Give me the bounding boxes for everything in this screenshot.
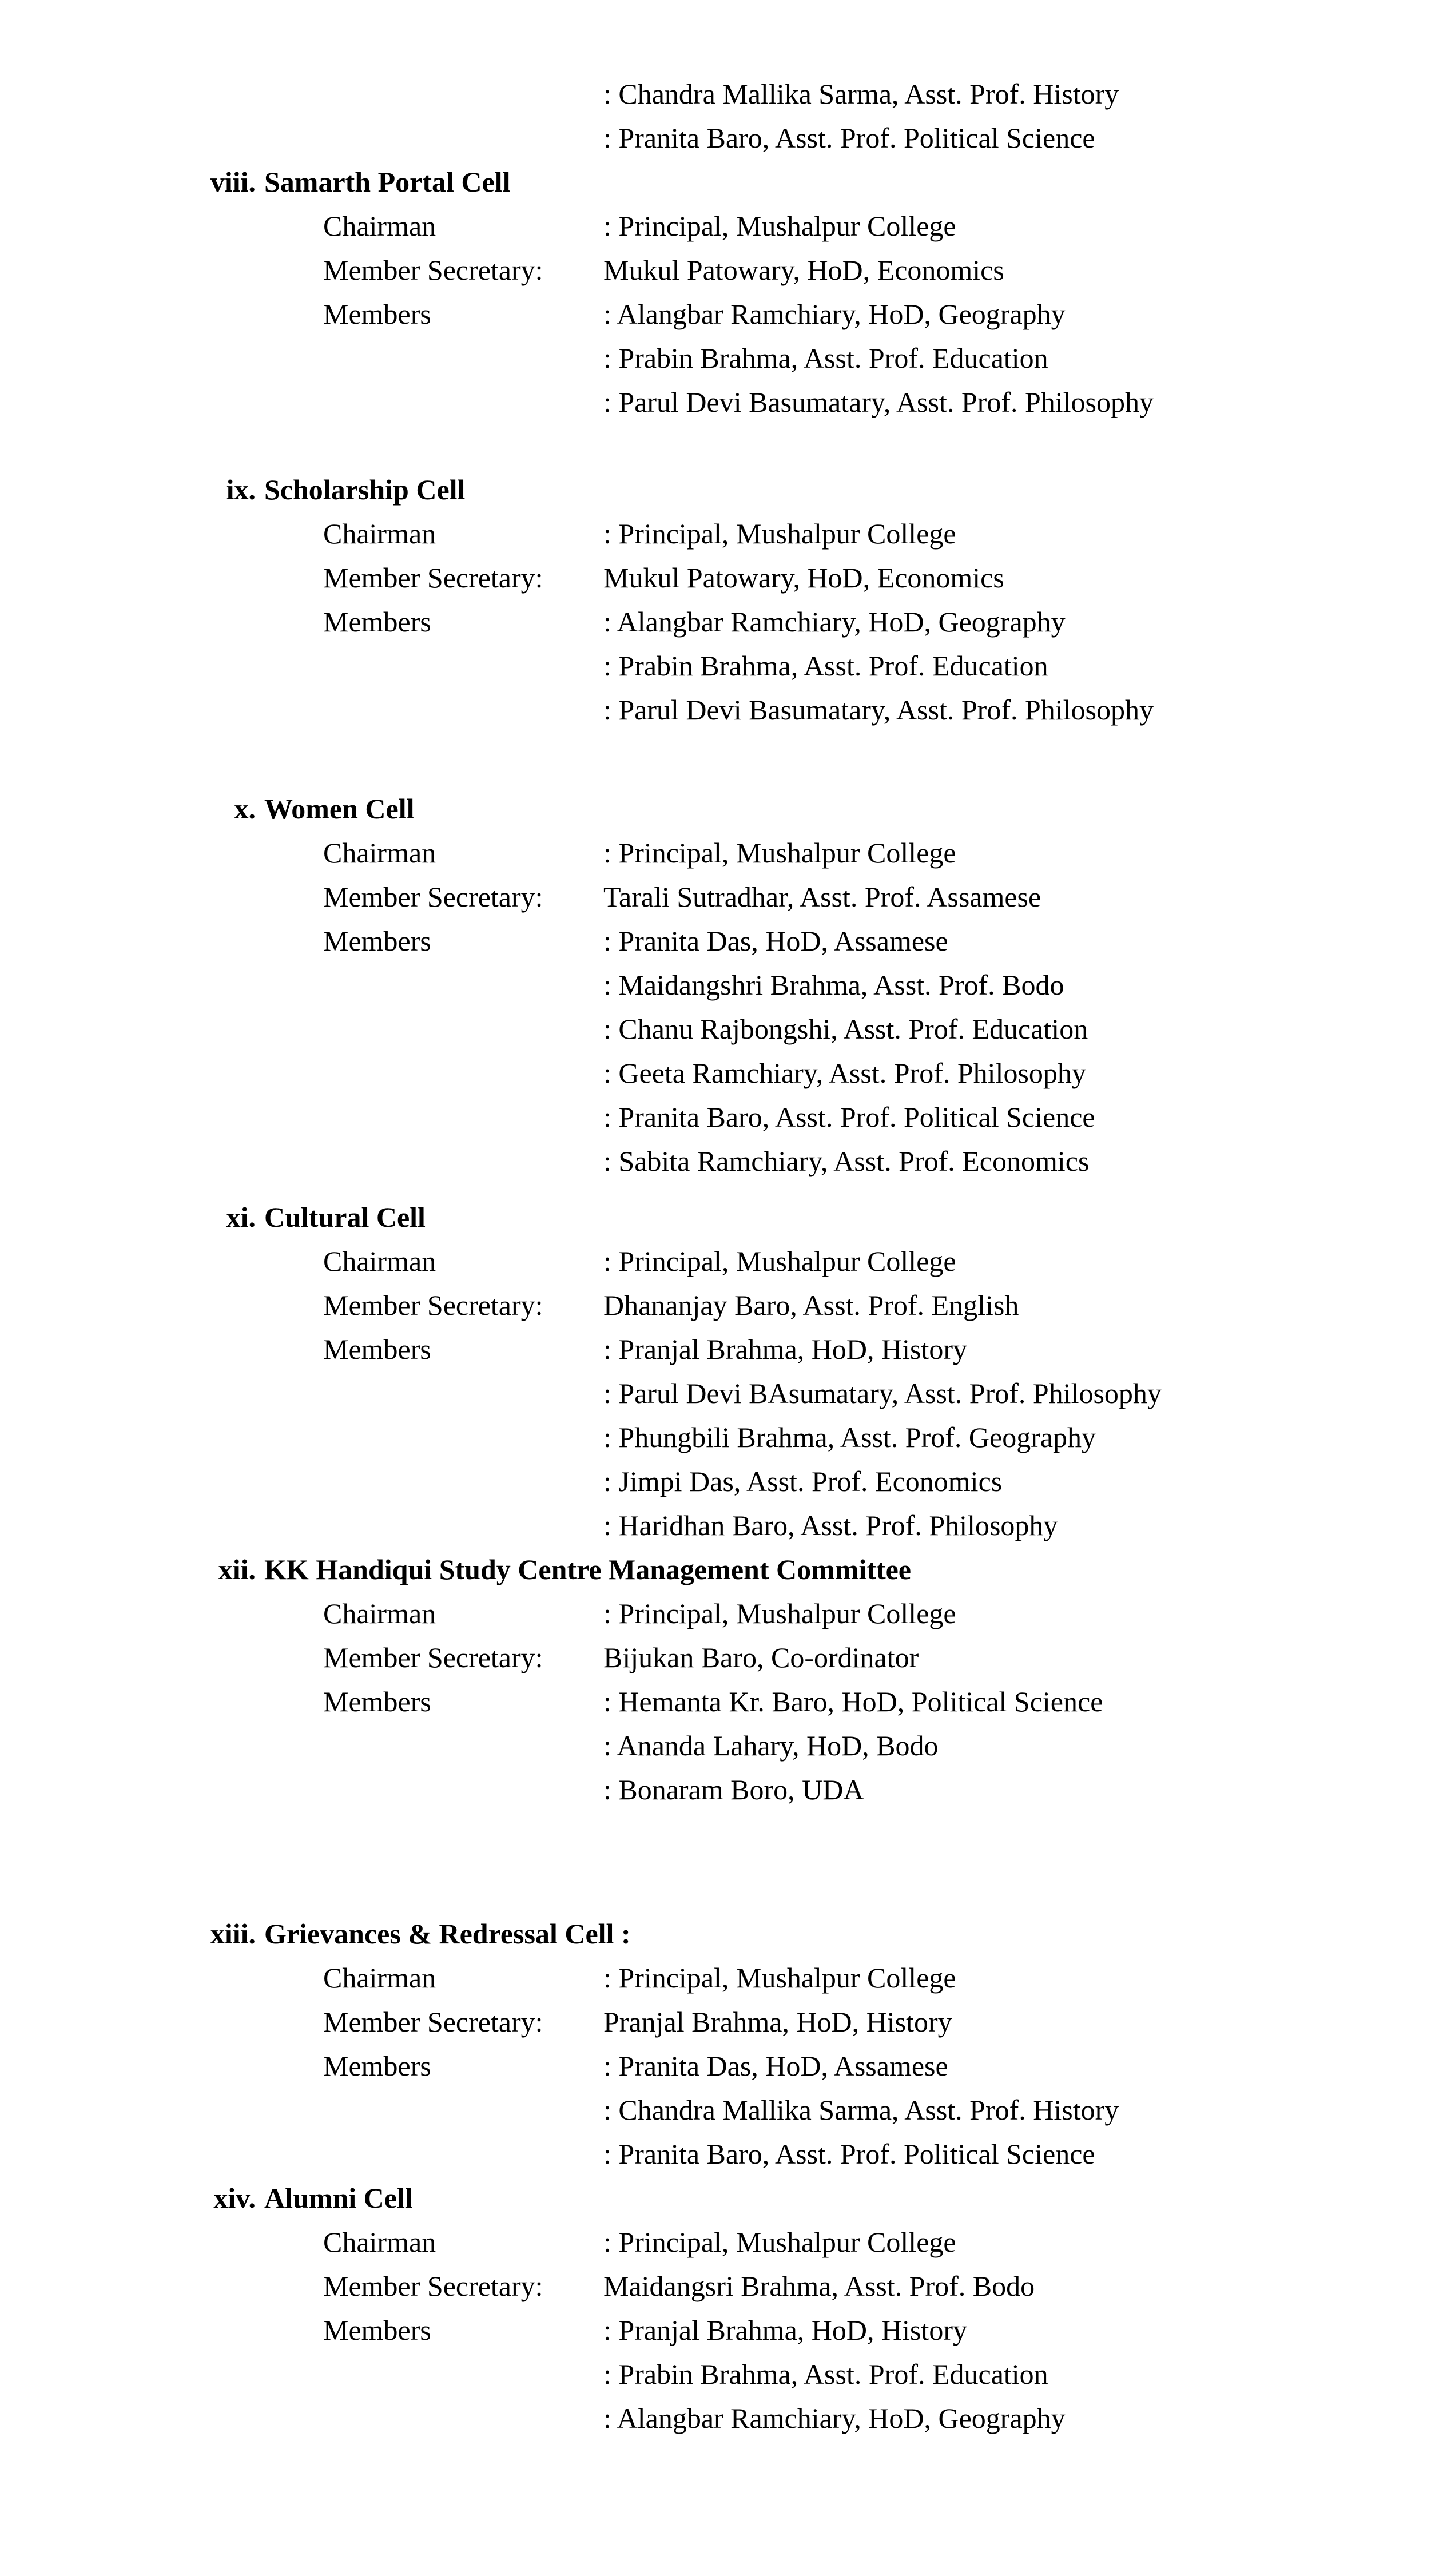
row-label xyxy=(323,644,603,688)
row-label xyxy=(323,1504,603,1548)
member-row xyxy=(323,1592,1455,1636)
committee-section xyxy=(0,1548,1455,1812)
section-title: Alumni Cell xyxy=(264,2182,413,2214)
row-value: : Chandra Mallika Sarma, Asst. Prof. History xyxy=(603,2094,1119,2126)
row-value: : Bonaram Boro, UDA xyxy=(603,1774,864,1806)
section-numeral: viii. xyxy=(210,166,256,198)
section-heading xyxy=(0,1912,1455,1956)
row-label xyxy=(323,380,603,424)
member-row xyxy=(323,2396,1455,2440)
section-rows xyxy=(0,204,1455,424)
row-label xyxy=(323,2132,603,2176)
member-row xyxy=(323,1051,1455,1095)
member-row xyxy=(323,1680,1455,1724)
row-value: : Principal, Mushalpur College xyxy=(603,1962,956,1994)
member-row xyxy=(323,1768,1455,1812)
continuation-rows xyxy=(0,72,1455,160)
member-row xyxy=(323,72,1455,116)
row-value: : Geeta Ramchiary, Asst. Prof. Philosophy xyxy=(603,1057,1086,1089)
section-heading xyxy=(0,160,1455,204)
row-value: : Pranita Das, HoD, Assamese xyxy=(603,2050,948,2082)
section-title: Grievances & Redressal Cell : xyxy=(264,1918,631,1950)
member-row xyxy=(323,963,1455,1007)
section-title: Cultural Cell xyxy=(264,1201,426,1233)
row-value: : Pranita Das, HoD, Assamese xyxy=(603,925,948,957)
section-title: Scholarship Cell xyxy=(264,474,466,506)
member-row xyxy=(323,1956,1455,2000)
row-label: Member Secretary: xyxy=(323,2006,543,2038)
member-row xyxy=(323,600,1455,644)
row-value: : Prabin Brahma, Asst. Prof. Education xyxy=(603,650,1048,682)
member-row xyxy=(323,2308,1455,2352)
row-label: Chairman xyxy=(323,1245,436,1277)
row-value: : Principal, Mushalpur College xyxy=(603,837,956,869)
row-label: Member Secretary: xyxy=(323,2270,543,2302)
section-heading xyxy=(0,1548,1455,1592)
section-numeral: xii. xyxy=(218,1553,256,1585)
member-row xyxy=(323,2220,1455,2264)
member-row xyxy=(323,1007,1455,1051)
section-rows xyxy=(0,2220,1455,2440)
row-value: : Hemanta Kr. Baro, HoD, Political Science xyxy=(603,1685,1103,1718)
section-numeral: xiii. xyxy=(210,1918,256,1950)
row-label xyxy=(323,72,603,116)
row-label: Members xyxy=(323,1333,431,1365)
row-label: Chairman xyxy=(323,210,436,242)
section-heading xyxy=(0,1195,1455,1239)
member-row xyxy=(323,1139,1455,1183)
row-label: Members xyxy=(323,606,431,638)
row-label: Members xyxy=(323,925,431,957)
committee-section xyxy=(0,160,1455,424)
row-value: : Haridhan Baro, Asst. Prof. Philosophy xyxy=(603,1509,1058,1541)
section-rows xyxy=(0,1592,1455,1812)
member-row xyxy=(323,380,1455,424)
row-value: : Pranita Baro, Asst. Prof. Political Science xyxy=(603,1101,1095,1133)
member-row xyxy=(323,116,1455,160)
row-value: Maidangsri Brahma, Asst. Prof. Bodo xyxy=(603,2270,1035,2302)
row-value: : Principal, Mushalpur College xyxy=(603,210,956,242)
row-value: : Alangbar Ramchiary, HoD, Geography xyxy=(603,298,1066,330)
row-value: Mukul Patowary, HoD, Economics xyxy=(603,254,1004,286)
row-value: : Parul Devi Basumatary, Asst. Prof. Philosophy xyxy=(603,386,1154,418)
row-value: Dhananjay Baro, Asst. Prof. English xyxy=(603,1289,1019,1321)
row-value: : Pranjal Brahma, HoD, History xyxy=(603,1333,968,1365)
row-label: Member Secretary: xyxy=(323,254,543,286)
row-label xyxy=(323,1724,603,1768)
member-row xyxy=(323,875,1455,919)
row-label xyxy=(323,1460,603,1504)
member-row xyxy=(323,2352,1455,2396)
section-numeral: ix. xyxy=(226,474,256,506)
row-value: : Alangbar Ramchiary, HoD, Geography xyxy=(603,2402,1066,2434)
row-label xyxy=(323,1139,603,1183)
member-row xyxy=(323,688,1455,732)
row-value: Mukul Patowary, HoD, Economics xyxy=(603,562,1004,594)
row-value: : Maidangshri Brahma, Asst. Prof. Bodo xyxy=(603,969,1064,1001)
row-label xyxy=(323,1372,603,1416)
committee-section xyxy=(0,468,1455,732)
member-row xyxy=(323,1504,1455,1548)
row-label: Chairman xyxy=(323,1962,436,1994)
row-label xyxy=(323,336,603,380)
member-row xyxy=(323,2000,1455,2044)
member-row xyxy=(323,1283,1455,1327)
row-value: : Pranita Baro, Asst. Prof. Political Science xyxy=(603,122,1095,154)
committee-section xyxy=(0,1195,1455,1548)
row-value: : Principal, Mushalpur College xyxy=(603,2226,956,2258)
row-label xyxy=(323,1416,603,1460)
row-value: : Chanu Rajbongshi, Asst. Prof. Education xyxy=(603,1013,1088,1045)
row-value: : Phungbili Brahma, Asst. Prof. Geography xyxy=(603,1421,1096,1453)
section-title: Women Cell xyxy=(264,793,415,825)
committee-section xyxy=(0,787,1455,1183)
row-label: Members xyxy=(323,1685,431,1718)
member-row xyxy=(323,1239,1455,1283)
row-value: : Prabin Brahma, Asst. Prof. Education xyxy=(603,2358,1048,2390)
row-label: Chairman xyxy=(323,1597,436,1629)
member-row xyxy=(323,2044,1455,2088)
row-value: : Sabita Ramchiary, Asst. Prof. Economics xyxy=(603,1145,1090,1177)
member-row xyxy=(323,1416,1455,1460)
row-value: : Principal, Mushalpur College xyxy=(603,518,956,550)
row-label: Member Secretary: xyxy=(323,881,543,913)
row-label xyxy=(323,116,603,160)
member-row xyxy=(323,1327,1455,1372)
member-row xyxy=(323,831,1455,875)
row-value: Bijukan Baro, Co-ordinator xyxy=(603,1641,919,1673)
member-row xyxy=(323,1636,1455,1680)
member-row xyxy=(323,919,1455,963)
member-row xyxy=(323,2132,1455,2176)
section-rows xyxy=(0,512,1455,732)
row-value: : Prabin Brahma, Asst. Prof. Education xyxy=(603,342,1048,374)
row-label: Member Secretary: xyxy=(323,1289,543,1321)
row-value: : Parul Devi BAsumatary, Asst. Prof. Philosophy xyxy=(603,1377,1162,1409)
section-heading xyxy=(0,787,1455,831)
member-row xyxy=(323,512,1455,556)
committee-section xyxy=(0,2176,1455,2440)
row-label: Members xyxy=(323,2050,431,2082)
section-rows xyxy=(0,831,1455,1183)
member-row xyxy=(323,248,1455,292)
member-row xyxy=(323,336,1455,380)
member-row xyxy=(323,644,1455,688)
row-label xyxy=(323,2352,603,2396)
member-row xyxy=(323,292,1455,336)
row-label: Chairman xyxy=(323,837,436,869)
row-label xyxy=(323,1768,603,1812)
row-value: : Chandra Mallika Sarma, Asst. Prof. History xyxy=(603,78,1119,110)
row-value: : Jimpi Das, Asst. Prof. Economics xyxy=(603,1465,1003,1497)
member-row xyxy=(323,556,1455,600)
row-label: Member Secretary: xyxy=(323,562,543,594)
row-value: : Principal, Mushalpur College xyxy=(603,1245,956,1277)
committee-section xyxy=(0,1912,1455,2176)
section-heading xyxy=(0,2176,1455,2220)
row-label xyxy=(323,963,603,1007)
row-label xyxy=(323,1095,603,1139)
section-title: Samarth Portal Cell xyxy=(264,166,511,198)
row-label: Members xyxy=(323,298,431,330)
section-numeral: xi. xyxy=(226,1201,256,1233)
row-label xyxy=(323,1051,603,1095)
row-value: : Pranita Baro, Asst. Prof. Political Science xyxy=(603,2138,1095,2170)
row-label: Member Secretary: xyxy=(323,1641,543,1673)
member-row xyxy=(323,1460,1455,1504)
row-value: : Principal, Mushalpur College xyxy=(603,1597,956,1629)
row-value: : Alangbar Ramchiary, HoD, Geography xyxy=(603,606,1066,638)
section-rows xyxy=(0,1956,1455,2176)
section-numeral: x. xyxy=(234,793,256,825)
member-row xyxy=(323,2264,1455,2308)
row-label xyxy=(323,2088,603,2132)
section-rows xyxy=(0,1239,1455,1548)
row-value: Pranjal Brahma, HoD, History xyxy=(603,2006,952,2038)
row-label xyxy=(323,2396,603,2440)
row-value: : Parul Devi Basumatary, Asst. Prof. Philosophy xyxy=(603,694,1154,726)
row-value: : Ananda Lahary, HoD, Bodo xyxy=(603,1730,939,1762)
row-label: Chairman xyxy=(323,2226,436,2258)
section-numeral: xiv. xyxy=(213,2182,256,2214)
row-value: Tarali Sutradhar, Asst. Prof. Assamese xyxy=(603,881,1041,913)
row-label xyxy=(323,688,603,732)
section-title: KK Handiqui Study Centre Management Committee xyxy=(264,1553,911,1585)
row-label xyxy=(323,1007,603,1051)
member-row xyxy=(323,204,1455,248)
member-row xyxy=(323,1372,1455,1416)
member-row xyxy=(323,1724,1455,1768)
row-value: : Pranjal Brahma, HoD, History xyxy=(603,2314,968,2346)
row-label: Chairman xyxy=(323,518,436,550)
member-row xyxy=(323,1095,1455,1139)
row-label: Members xyxy=(323,2314,431,2346)
committee-sections xyxy=(0,160,1455,2440)
member-row xyxy=(323,2088,1455,2132)
section-heading xyxy=(0,468,1455,512)
